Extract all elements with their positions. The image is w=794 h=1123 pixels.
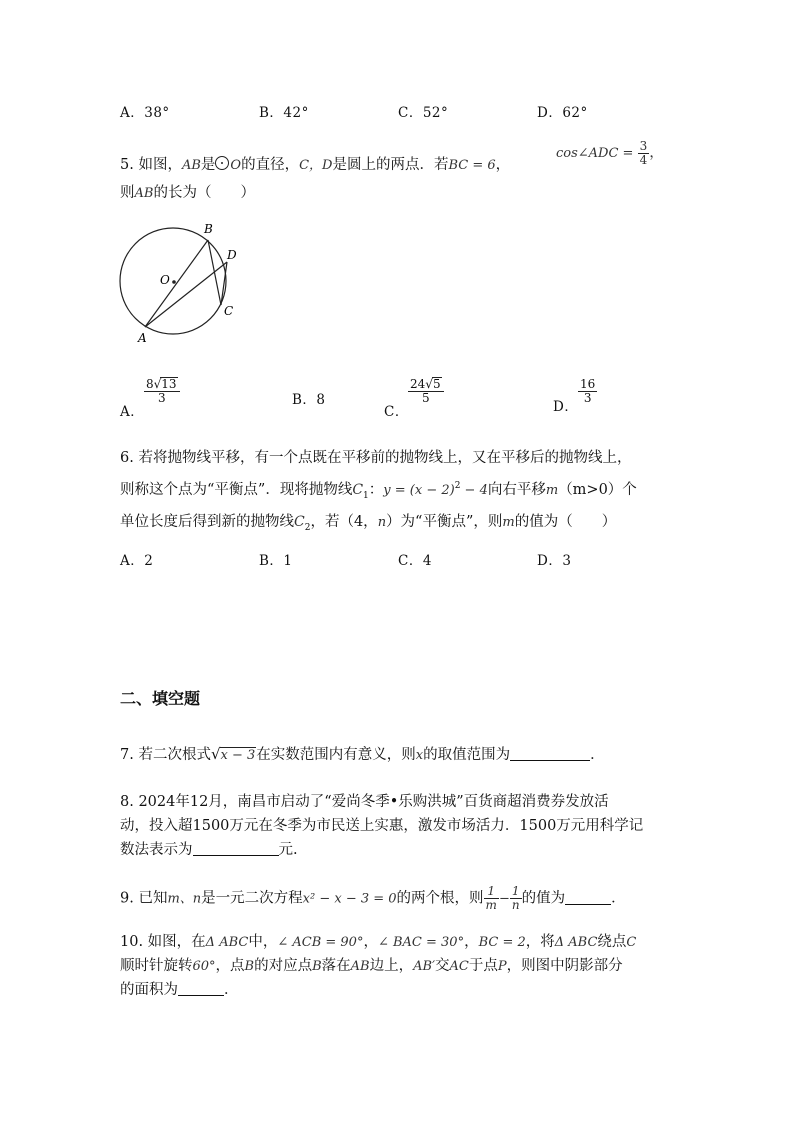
q5-is: 是	[200, 157, 216, 173]
q5-cos-label: cos∠ADC =	[556, 146, 634, 161]
q8-text-a: 数法表示为	[120, 842, 193, 858]
q6-m-2: m	[502, 515, 515, 530]
q7-x: x	[415, 748, 424, 763]
q10-point-b: B	[244, 959, 255, 974]
q10-angle-acb: ∠ ACB = 90°	[277, 935, 364, 950]
q10-text-k: 于点	[468, 958, 498, 974]
q7-text-b: 在实数范围内有意义，则	[256, 747, 416, 763]
q10-text-f: ，点	[215, 958, 245, 974]
label-b: B	[204, 222, 213, 236]
q10-text-i: 边上，	[369, 958, 414, 974]
q5-option-d-value	[578, 378, 597, 405]
q7-end: ．	[590, 747, 605, 763]
q6-line-3	[120, 510, 616, 533]
q5-option-c-radicand: 5	[432, 377, 441, 391]
label-c: C	[224, 304, 234, 318]
q10-end: ．	[224, 982, 239, 998]
q5-option-a-denominator: 3	[157, 391, 166, 405]
q6-m: m	[545, 483, 559, 498]
q5-cd: C，D	[299, 158, 333, 173]
q10-text-b: 中，	[248, 934, 278, 950]
q7-text-c: 的取值范围为	[423, 747, 511, 763]
q6-text-f: 的值为（ ）	[514, 514, 617, 530]
q6-condition: （m>0）个	[558, 482, 637, 498]
q10-text-d: 绕点	[597, 934, 627, 950]
q9-fraction-1	[484, 885, 499, 912]
q6-option-b: B．1	[259, 553, 293, 569]
q6-line-2	[120, 478, 637, 501]
q8-line-3	[120, 838, 298, 859]
q9-answer-blank[interactable]	[565, 890, 611, 905]
q9-minus: −	[498, 891, 510, 907]
q6-text-a: 则称这个点为“平衡点”．现将抛物线	[120, 482, 353, 498]
label-d: D	[227, 248, 237, 262]
q10-text-g: 的对应点	[254, 958, 313, 974]
q9-text-c: 的两个根，则	[396, 890, 484, 907]
q5-line-end: ，	[649, 145, 664, 161]
q10-ab: AB	[350, 959, 370, 974]
q5-option-c-label: C．	[384, 404, 409, 420]
q10-text-m: 的面积为	[120, 982, 178, 998]
q6-text-d: ，若（4，	[310, 514, 378, 530]
q10-line-3	[120, 978, 239, 999]
q5-option-c-fraction	[408, 377, 444, 405]
q8-answer-blank[interactable]	[193, 841, 279, 856]
q9-f1-num: 1	[484, 885, 499, 899]
q10-point-c: C	[626, 935, 637, 950]
q5-cos-denominator: 4	[639, 153, 648, 167]
q9-fraction-2	[510, 885, 522, 912]
q9-f2-num: 1	[510, 885, 522, 899]
q5-then: 则	[120, 185, 135, 201]
q8-line-2: 动，投入超1500万元在冬季为市民送上实惠，激发市场活力．1500万元用科学记	[120, 818, 644, 834]
q10-answer-blank[interactable]	[178, 981, 224, 996]
q5-option-c-numerator: 24√5	[408, 377, 444, 392]
q6-option-a: A．2	[120, 553, 154, 569]
chord-ad	[145, 262, 227, 327]
q5-length-prompt: 的长为（ ）	[153, 185, 255, 201]
q7-radicand: x − 3	[220, 748, 256, 763]
q5-ab: AB	[181, 158, 201, 173]
diameter-ab	[145, 240, 208, 327]
q6-c1-sub: 1	[363, 490, 369, 501]
q9-line	[120, 885, 626, 912]
q9-f2-den: n	[511, 898, 520, 912]
q6-c1: C	[352, 482, 364, 498]
q10-line-1	[120, 930, 636, 951]
circle-figure	[110, 215, 250, 350]
q6-equation: y = (x − 2)	[383, 483, 455, 498]
q5-option-a-label: A．	[120, 404, 145, 420]
q5-ab-2: AB	[134, 186, 154, 201]
q9-text-b: 是一元二次方程	[201, 890, 303, 907]
q6-c2: C	[294, 514, 305, 530]
q4-option-c: C．52°	[398, 105, 449, 121]
q6-line-1: 6. 若将抛物线平移，有一个点既在平移前的抛物线上，又在平移后的抛物线上，	[120, 450, 632, 466]
label-a: A	[138, 331, 147, 345]
q5-option-d-denominator: 3	[583, 391, 592, 405]
q7-text-a: 7. 若二次根式	[120, 747, 211, 763]
q10-line-2	[120, 954, 623, 975]
q5-bc: BC = 6	[448, 158, 496, 173]
q6-n: n	[377, 515, 387, 530]
q6-text-c: 单位长度后得到新的抛物线	[120, 514, 294, 530]
q5-comma: ，	[495, 157, 511, 173]
q5-option-d-label: D．	[553, 399, 579, 415]
q6-option-c: C．4	[398, 553, 432, 569]
q5-option-a-radicand: 13	[161, 377, 177, 391]
q4-option-d: D．62°	[537, 105, 588, 121]
q9-f1-den: m	[485, 898, 497, 912]
q5-points-text: 是圆上的两点．若	[332, 157, 449, 173]
label-o: O	[160, 273, 170, 287]
q5-option-a-coef: 8	[146, 377, 154, 391]
q5-option-d-fraction	[578, 378, 597, 405]
q6-text-b: 向右平移	[487, 482, 546, 498]
q5-option-c-denominator: 5	[421, 391, 430, 405]
q5-option-c-coef: 24	[410, 377, 426, 391]
q5-option-c-value	[408, 377, 444, 405]
q6-equation-end: − 4	[460, 483, 488, 498]
q5-line-1	[120, 153, 510, 174]
q5-option-d-numerator: 16	[580, 377, 596, 391]
q10-text-e: 顺时针旋转	[120, 958, 193, 974]
q6-option-d: D．3	[537, 553, 572, 569]
q5-option-a-value	[144, 377, 180, 405]
q5-circle-o: O	[230, 158, 242, 173]
q10-text-j: 交	[435, 958, 450, 974]
center-point	[172, 280, 176, 284]
q10-sep-2: ，	[464, 934, 479, 950]
q6-text-e: ）为“平衡点”，则	[386, 514, 503, 530]
section-heading: 二、填空题	[120, 689, 201, 708]
q7-answer-blank[interactable]	[510, 746, 590, 761]
q10-ac: AC	[449, 959, 469, 974]
q10-text-c: ，将	[525, 934, 555, 950]
circle-symbol-icon	[215, 156, 229, 170]
q10-sep-1: ，	[363, 934, 378, 950]
q9-text-d: 的值为	[521, 890, 566, 907]
q8-line-1: 8. 2024年12月，南昌市启动了“爱尚冬季•乐购洪城”百货商超消费券发放活	[120, 794, 609, 810]
q10-text-h: 落在	[321, 958, 351, 974]
q5-cos-fraction	[638, 140, 650, 167]
q4-option-b: B．42°	[259, 105, 309, 121]
q9-text-a: 9. 已知	[120, 890, 168, 907]
q9-end: ．	[611, 890, 626, 907]
q10-bc: BC = 2	[478, 935, 526, 950]
q6-equation-exp: 2	[454, 481, 461, 492]
q5-option-a-fraction	[144, 377, 180, 405]
q10-degree: 60°	[192, 959, 216, 974]
q8-text-b: 元.	[278, 842, 298, 858]
q7-line: 7. 若二次根式√x − 3在实数范围内有意义，则x的取值范围为 ．	[120, 745, 605, 763]
q5-option-b: B．8	[292, 392, 326, 408]
q10-triangle: Δ ABC	[205, 935, 249, 950]
q10-ab-prime: AB′	[413, 959, 436, 974]
q9-mn: m、n	[167, 891, 202, 907]
q9-equation: x² − x − 3 = 0	[302, 891, 397, 907]
q10-triangle-2: Δ ABC	[554, 935, 598, 950]
q6-c2-sub: 2	[304, 522, 311, 533]
q5-cos-expression	[556, 140, 664, 167]
q10-text-a: 10. 如图，在	[120, 934, 206, 950]
q10-text-l: ，则图中阴影部分	[506, 958, 623, 974]
q10-angle-bac: ∠ BAC = 30°	[377, 935, 465, 950]
q5-option-a-numerator: 8√13	[144, 377, 180, 392]
q5-line-2	[120, 181, 255, 202]
q5-cos-numerator: 3	[639, 139, 648, 153]
q10-point-b-prime: B	[312, 959, 322, 974]
q6-colon: ：	[368, 482, 384, 498]
q10-point-p: P	[497, 959, 507, 974]
q4-option-a: A．38°	[120, 105, 170, 121]
q5-diameter-text: 的直径，	[241, 157, 300, 173]
q5-number: 5. 如图，	[120, 157, 182, 173]
